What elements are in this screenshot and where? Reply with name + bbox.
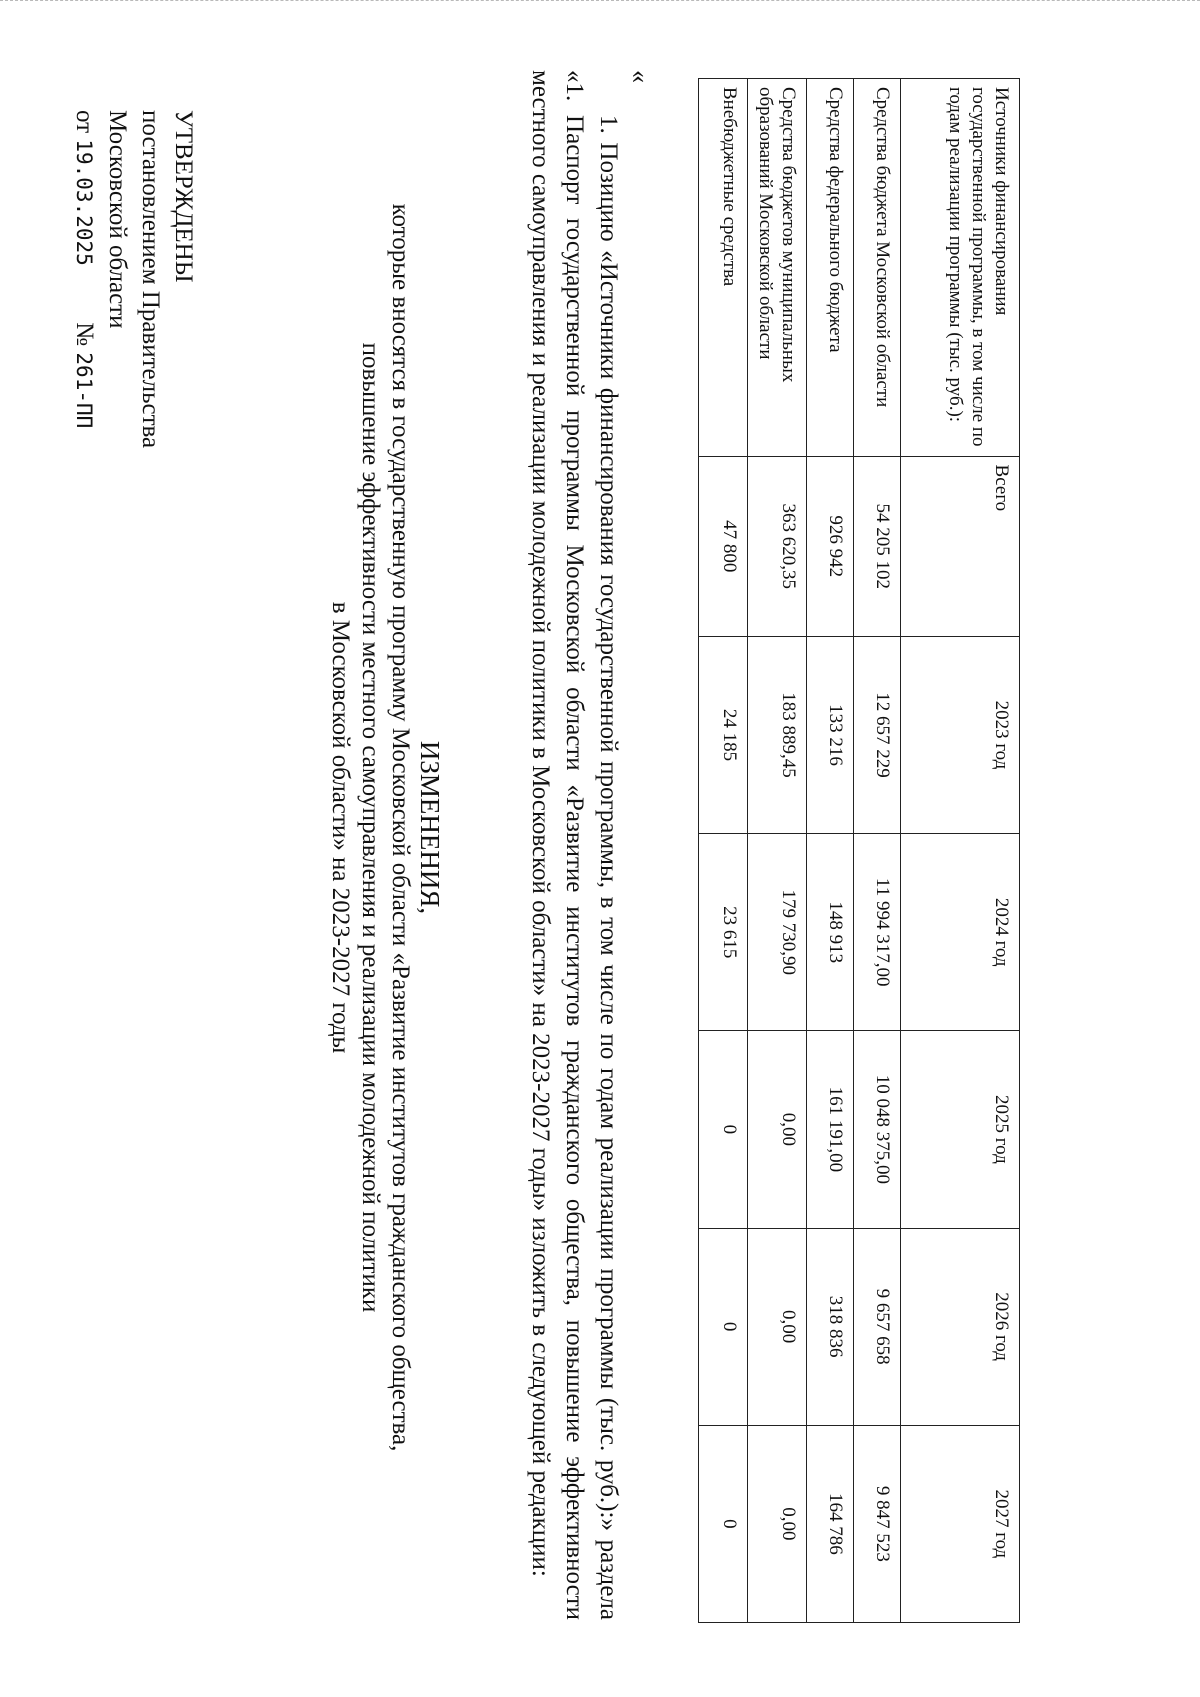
cell-2026: 0: [699, 1228, 748, 1425]
cell-2024: 179 730,90: [748, 834, 807, 1031]
table-row: [807, 79, 854, 1623]
cell-total: 54 205 102: [854, 456, 901, 636]
cell-2025: 161 191,00: [807, 1031, 854, 1228]
header-sources-label: Источники финансирования государственной программы, в том числе по годам реализации программы (тыс. руб.):: [901, 79, 1020, 457]
row-label: Внебюджетные средства: [699, 79, 748, 457]
cell-2026: 9 657 658: [854, 1228, 901, 1425]
cell-2023: 24 185: [699, 636, 748, 833]
cell-2026: 318 836: [807, 1228, 854, 1425]
header-2026: 2026 год: [901, 1228, 1020, 1425]
header-2023: 2023 год: [901, 636, 1020, 833]
table-row: [748, 79, 807, 1623]
approval-stamp-block: [67, 110, 200, 448]
cell-total: 363 620,35: [748, 456, 807, 636]
cell-2025: 0: [699, 1031, 748, 1228]
approval-date-number: [67, 110, 101, 448]
cell-2023: 12 657 229: [854, 636, 901, 833]
row-label: Средства федерального бюджета: [807, 79, 854, 457]
open-quote-mark: «: [626, 70, 655, 83]
table-row: [699, 79, 748, 1623]
cell-total: 47 800: [699, 456, 748, 636]
header-2025: 2025 год: [901, 1031, 1020, 1228]
cell-total: 926 942: [807, 456, 854, 636]
approval-date: 19.03.2025: [72, 139, 96, 266]
cell-2025: 0,00: [748, 1031, 807, 1228]
title-line-2: повышение эффективности местного самоуправления и реализации молодежной политики: [357, 342, 384, 1313]
approval-region: Московской области: [104, 110, 131, 329]
row-label: Средства бюджетов муниципальных образований Московской области: [748, 79, 807, 457]
title-heading: ИЗМЕНЕНИЯ,: [415, 740, 445, 915]
date-prefix: от: [71, 110, 98, 134]
cell-2024: 23 615: [699, 834, 748, 1031]
header-2027: 2027 год: [901, 1425, 1020, 1622]
header-total: Всего: [901, 456, 1020, 636]
table-row: [854, 79, 901, 1623]
cell-2024: 11 994 317,00: [854, 834, 901, 1031]
body-paragraph: 1. Позицию «Источники финансирования государственной программы, в том числе по годам реализации программы (тыс. руб.):» раздела «1. Паспорт государственной программы Московской области «Развитие институтов гражданского общества, повышение эффективности местного самоуправления и реализации молодежной политики в Московской области» на 2023-2027 годы» изложить в следующей редакции:: [527, 70, 622, 1620]
cell-2027: 0: [699, 1425, 748, 1622]
header-2024: 2024 год: [901, 834, 1020, 1031]
cell-2027: 9 847 523: [854, 1425, 901, 1622]
cell-2027: 0,00: [748, 1425, 807, 1622]
financing-table: [698, 78, 1020, 1623]
cell-2025: 10 048 375,00: [854, 1031, 901, 1228]
cell-2027: 164 786: [807, 1425, 854, 1622]
approval-number: 261-ПП: [72, 352, 96, 429]
cell-2026: 0,00: [748, 1228, 807, 1425]
row-label: Средства бюджета Московской области: [854, 79, 901, 457]
table-header-row: [901, 79, 1020, 1623]
cell-2024: 148 913: [807, 834, 854, 1031]
approval-authority: постановлением Правительства: [137, 110, 164, 449]
title-line-3: в Московской области» на 2023-2027 годы: [327, 601, 354, 1054]
title-line-1: которые вносятся в государственную программу Московской области «Развитие институтов гражданского общества,: [387, 203, 414, 1452]
number-prefix: №: [71, 322, 98, 347]
cell-2023: 133 216: [807, 636, 854, 833]
approval-heading: УТВЕРЖДЕНЫ: [170, 110, 197, 283]
cell-2023: 183 889,45: [748, 636, 807, 833]
document-title: [325, 70, 445, 1585]
